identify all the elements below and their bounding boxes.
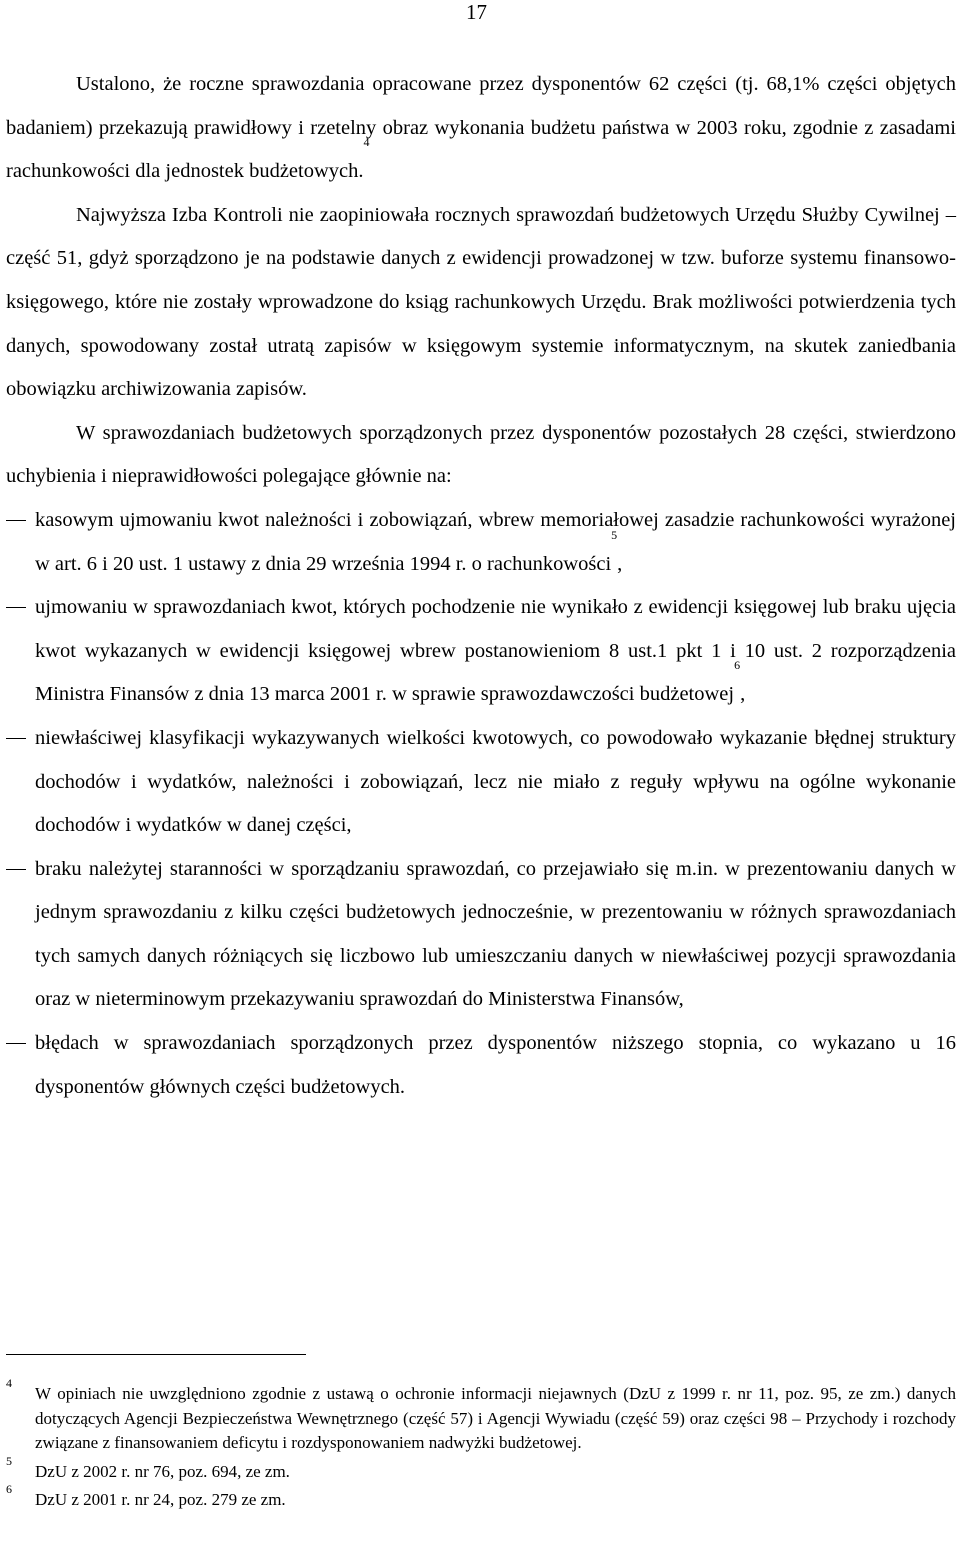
list-item <box>6 586 956 717</box>
paragraph-3: W sprawozdaniach budżetowych sporządzonych przez dysponentów pozostałych 28 części, stwierdzono uchybienia i nieprawidłowości polegające głównie na: <box>6 421 956 488</box>
list-item-text: braku należytej staranności w sporządzaniu sprawozdań, co przejawiało się m.in. w prezentowaniu danych w jednym sprawozdaniu z kilku części budżetowych jednocześnie, w prezentowaniu w różnych sprawozdaniach tych samych danych różniących się liczbowo lub umieszczaniu danych w niewłaściwej pozycji sprawozdania oraz w nieterminowym przekazywaniu sprawozdań do Ministerstwa Finansów, <box>35 857 956 1011</box>
dash-bullet <box>6 1043 26 1044</box>
list-item-text: błędach w sprawozdaniach sporządzonych przez dysponentów niższego stopnia, co wykazano u 16 dysponentów głównych części budżetowych. <box>35 1032 956 1098</box>
footnote-text: DzU z 2002 r. nr 76, poz. 694, ze zm. <box>35 1461 290 1481</box>
footnote-separator <box>6 1354 306 1355</box>
paragraph-1-text: Ustalono, że roczne sprawozdania opracowane przez dysponentów 62 części (tj. 68,1% części objętych badaniem) przekazują prawidłowy i rzetelny obraz wykonania budżetu państwa w 2003 roku, zgodnie z zasadami rachunkowości dla jednostek budżetowych. <box>6 73 956 183</box>
dash-bullet <box>6 738 26 739</box>
dash-bullet <box>6 869 26 870</box>
footnote-ref-5[interactable]: 5 <box>611 527 618 542</box>
page-number: 17 <box>466 0 487 24</box>
body-text <box>6 63 956 1109</box>
footnote-ref-6[interactable]: 6 <box>734 658 741 673</box>
list-item <box>6 848 956 1022</box>
footnote-number: 4 <box>6 1376 12 1390</box>
footnote-4 <box>6 1376 956 1456</box>
list-item <box>6 717 956 848</box>
footnote-text: DzU z 2001 r. nr 24, poz. 279 ze zm. <box>35 1490 286 1509</box>
paragraph-1 <box>6 63 956 194</box>
footnote-5 <box>6 1453 956 1485</box>
list-item-text: niewłaściwej klasyfikacji wykazywanych wielkości kwotowych, co powodowało wykazanie błędnej struktury dochodów i wydatków, należności i zobowiązań, lecz nie miało z reguły wpływu na ogólne wykonanie dochodów i wydatków w danej części, <box>35 726 956 837</box>
footnote-number: 5 <box>6 1453 12 1468</box>
list-item-text: kasowym ujmowaniu kwot należności i zobowiązań, wbrew memoriałowej zasadzie rachunkowości wyrażonej w art. 6 i 20 ust. 1 ustawy z dnia 29 września 1994 r. o rachunkowości <box>35 508 956 575</box>
dash-bullet <box>6 607 26 608</box>
findings-list <box>6 499 956 1109</box>
paragraph-2: Najwyższa Izba Kontroli nie zaopiniowała rocznych sprawozdań budżetowych Urzędu Służby Cywilnej ‒ część 51, gdyż sporządzono je na podstawie danych z ewidencji prowadzonej w tzw. buforze systemu finansowo-księgowego, które nie zostały wprowadzone do ksiąg rachunkowych Urzędu. Brak możliwości potwierdzenia tych danych, spowodowany został utratą zapisów w księgowym systemie informatycznym, na skutek zaniedbania obowiązku archiwizowania zapisów. <box>6 203 956 401</box>
footnote-number: 6 <box>6 1482 12 1496</box>
list-item-text: ujmowaniu w sprawozdaniach kwot, których pochodzenie nie wynikało z ewidencji księgowej lub braku ujęcia kwot wykazanych w ewidencji księgowej wbrew postanowieniom 8 ust.1 pkt 1 i 10 ust. 2 rozporządzenia Ministra Finansów z dnia 13 marca 2001 r. w sprawie sprawozdawczości budżetowej <box>35 596 956 706</box>
footnotes <box>6 1376 956 1513</box>
footnote-6 <box>6 1482 956 1513</box>
list-item <box>6 499 956 586</box>
footnote-ref-4[interactable]: 4 <box>363 135 370 150</box>
dash-bullet <box>6 520 26 521</box>
list-item-tail: , <box>740 683 746 706</box>
list-item-tail: , <box>617 552 623 575</box>
list-item <box>6 1022 956 1109</box>
footnote-text: W opiniach nie uwzględniono zgodnie z ustawą o ochronie informacji niejawnych (DzU z 1999 r. nr 11, poz. 95, ze zm.) danych dotyczących Agencji Bezpieczeństwa Wewnętrznego (część 57) i Agencji Wywiadu (część 59) oraz części 98 ‒ Przychody i rozchody związane z finansowaniem deficytu i rozdysponowaniem nadwyżki budżetowej. <box>35 1384 956 1452</box>
